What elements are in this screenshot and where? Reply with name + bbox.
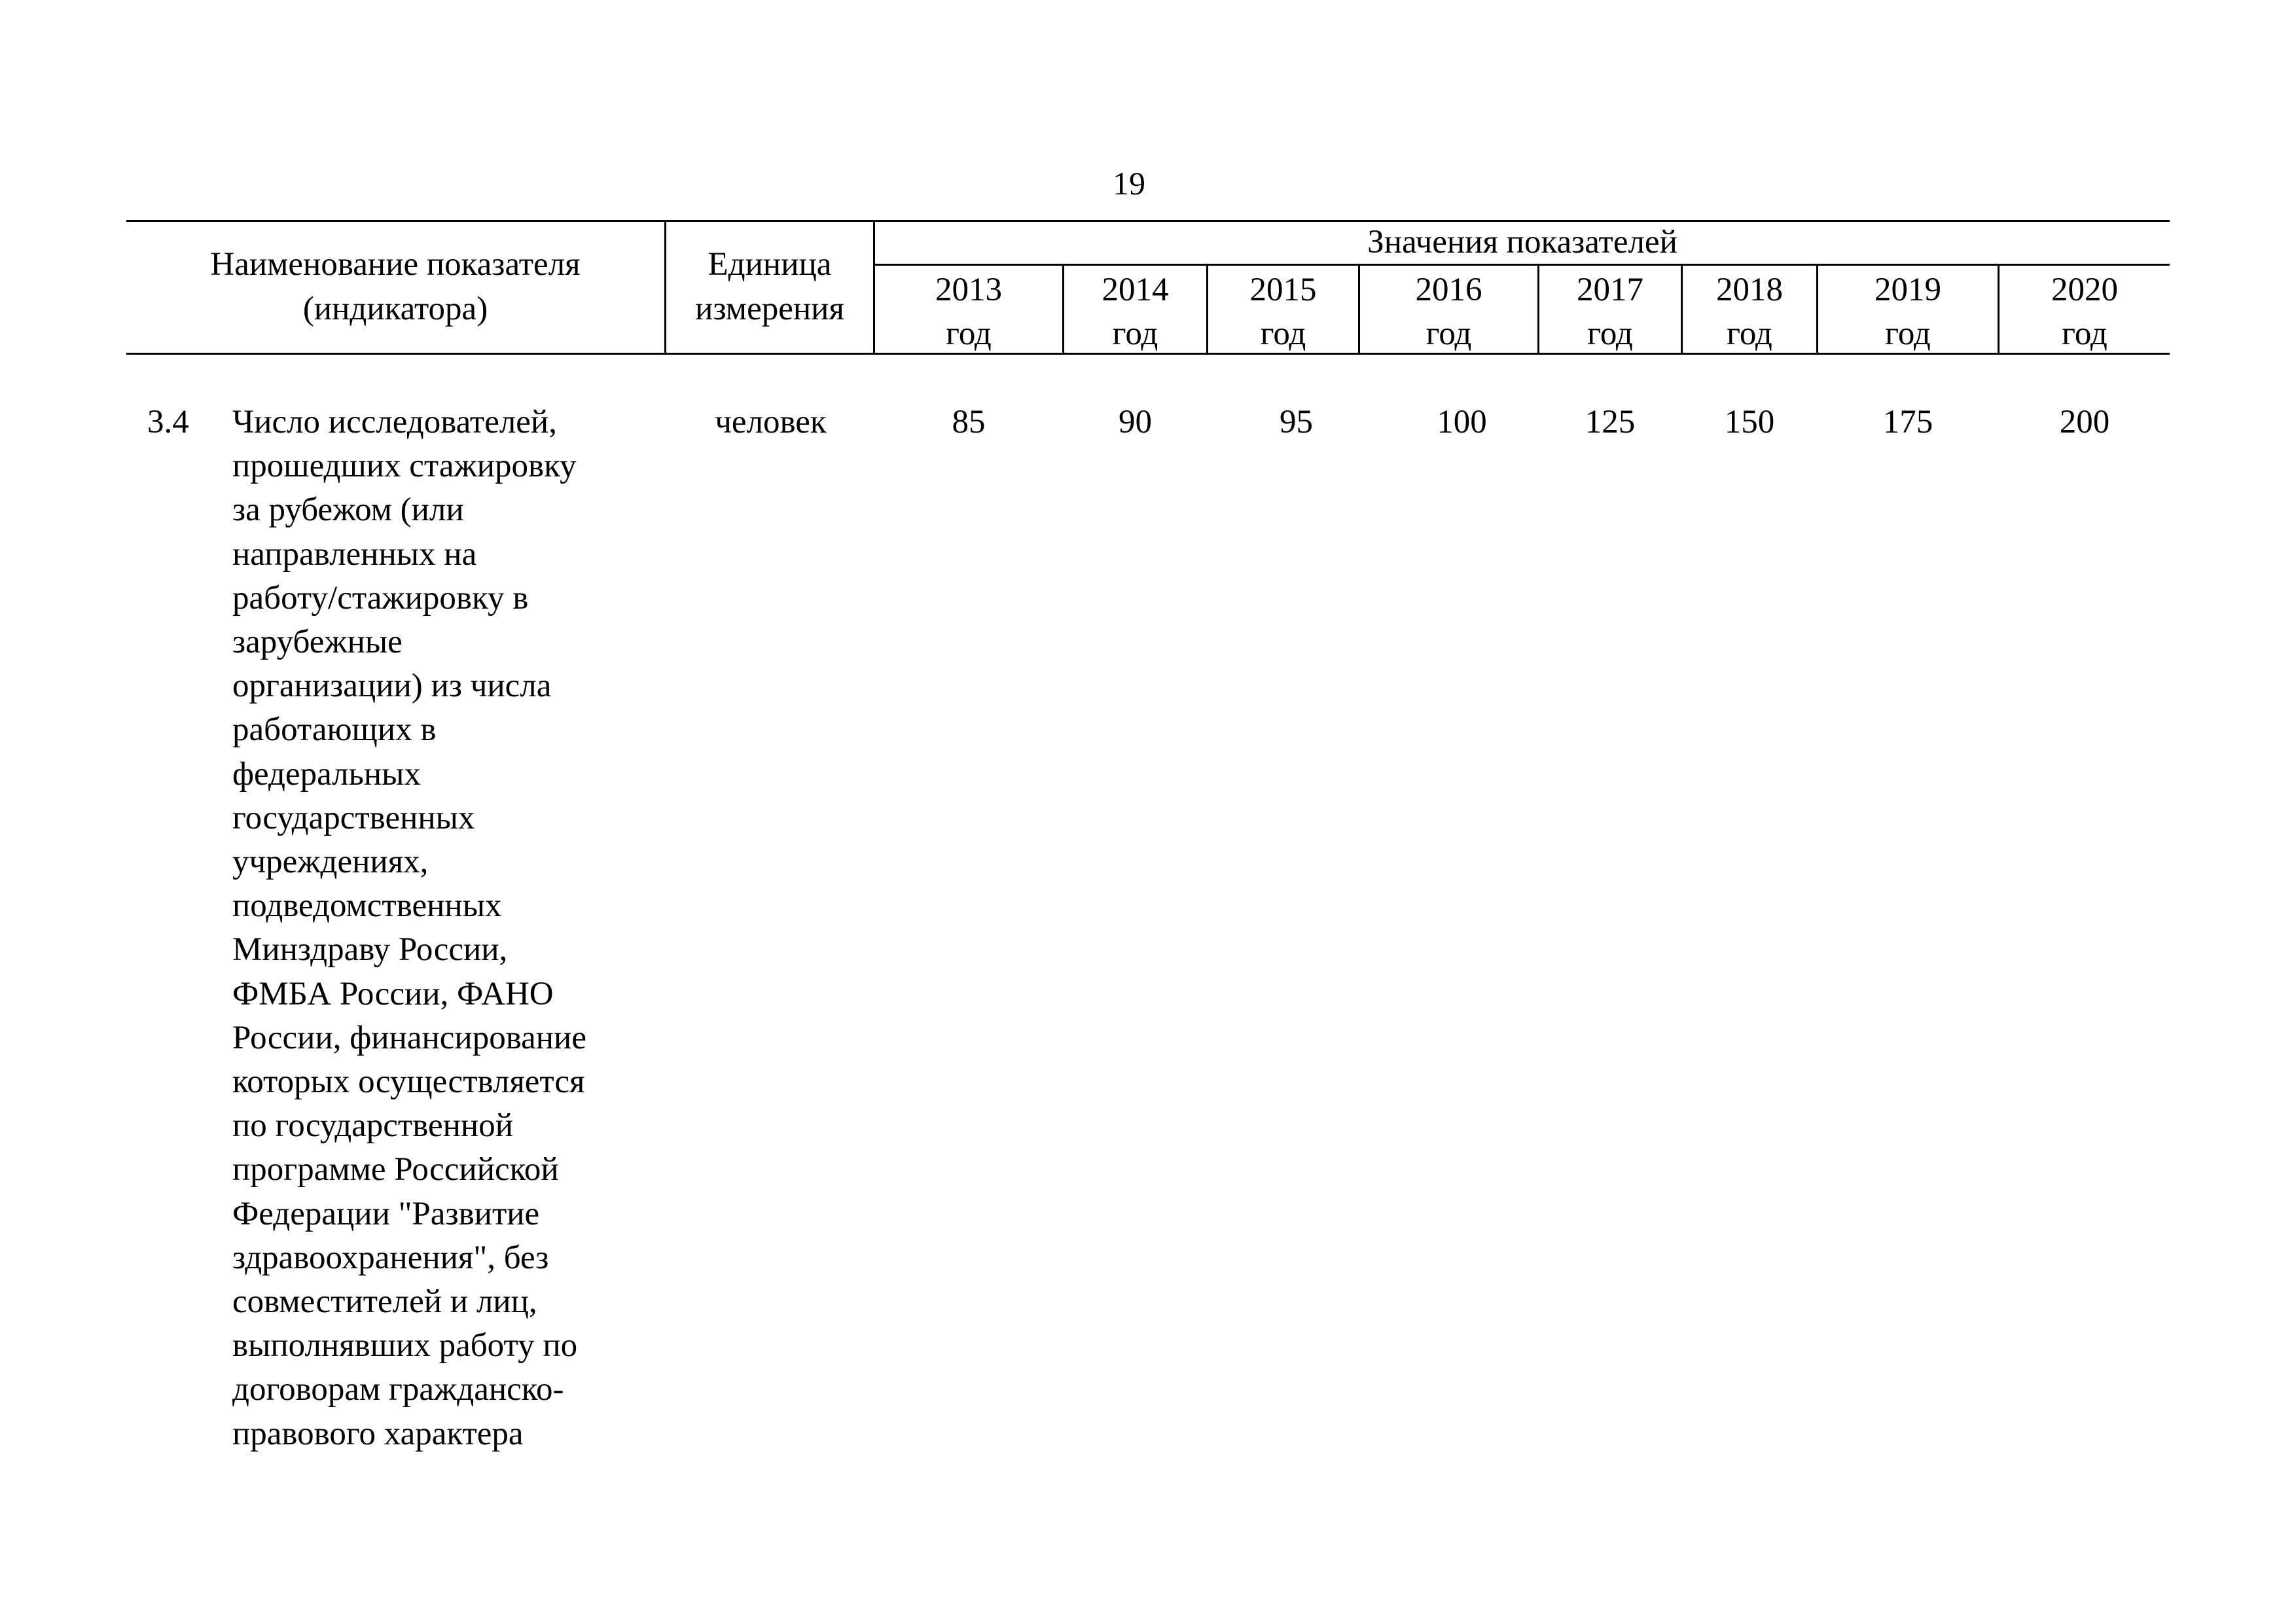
header-indicator-name: Наименование показателя (индикатора) xyxy=(210,246,581,327)
value-2020: 200 xyxy=(2059,404,2110,440)
header-measurement-unit: Единица измерения xyxy=(695,246,844,327)
year-2020-label: 2020 xyxy=(2051,272,2118,308)
value-2018: 150 xyxy=(1724,404,1775,440)
year-2019-label: 2019 xyxy=(1874,272,1941,308)
value-2013: 85 xyxy=(952,404,986,440)
year-2018-label: 2018 xyxy=(1716,272,1783,308)
year-2017-unit: год xyxy=(1587,315,1633,352)
header-indicator-values: Значения показателей xyxy=(1367,224,1677,260)
value-2015: 95 xyxy=(1280,404,1313,440)
year-2018-unit: год xyxy=(1727,315,1772,352)
row-indicator-name: Число исследователей, прошедших стажировку за рубежом (или направленных на работу/стажировку в зарубежные организации) из числа работающих в федеральных государственных учреждениях, подведомственных Минздраву России, ФМБА России, ФАНО России, финансирование которых осуществляется по государственной программе Российской Федерации "Развитие здравоохранения", без совместителей и лиц, выполнявших работу по договорам гражданско- правового характера xyxy=(232,404,586,1452)
year-2017-label: 2017 xyxy=(1577,272,1643,308)
row-number: 3.4 xyxy=(147,404,189,440)
row-measurement-unit: человек xyxy=(715,404,827,440)
page-number: 19 xyxy=(1113,165,1145,202)
year-2014-label: 2014 xyxy=(1102,272,1169,308)
year-2015-unit: год xyxy=(1260,315,1306,352)
year-2019-unit: год xyxy=(1885,315,1931,352)
year-2015-label: 2015 xyxy=(1249,272,1317,308)
year-2016-unit: год xyxy=(1426,315,1472,352)
year-2014-unit: год xyxy=(1112,315,1158,352)
years-header-rule xyxy=(873,264,2170,266)
value-2014: 90 xyxy=(1119,404,1152,440)
value-2016: 100 xyxy=(1437,404,1487,440)
value-2017: 125 xyxy=(1585,404,1636,440)
year-2020-unit: год xyxy=(2062,315,2108,352)
table-top-rule xyxy=(126,220,2170,222)
header-bottom-rule xyxy=(126,353,2170,355)
value-2019: 175 xyxy=(1882,404,1933,440)
year-2013-label: 2013 xyxy=(935,272,1002,308)
year-2016-label: 2016 xyxy=(1415,272,1482,308)
year-2013-unit: год xyxy=(946,315,992,352)
